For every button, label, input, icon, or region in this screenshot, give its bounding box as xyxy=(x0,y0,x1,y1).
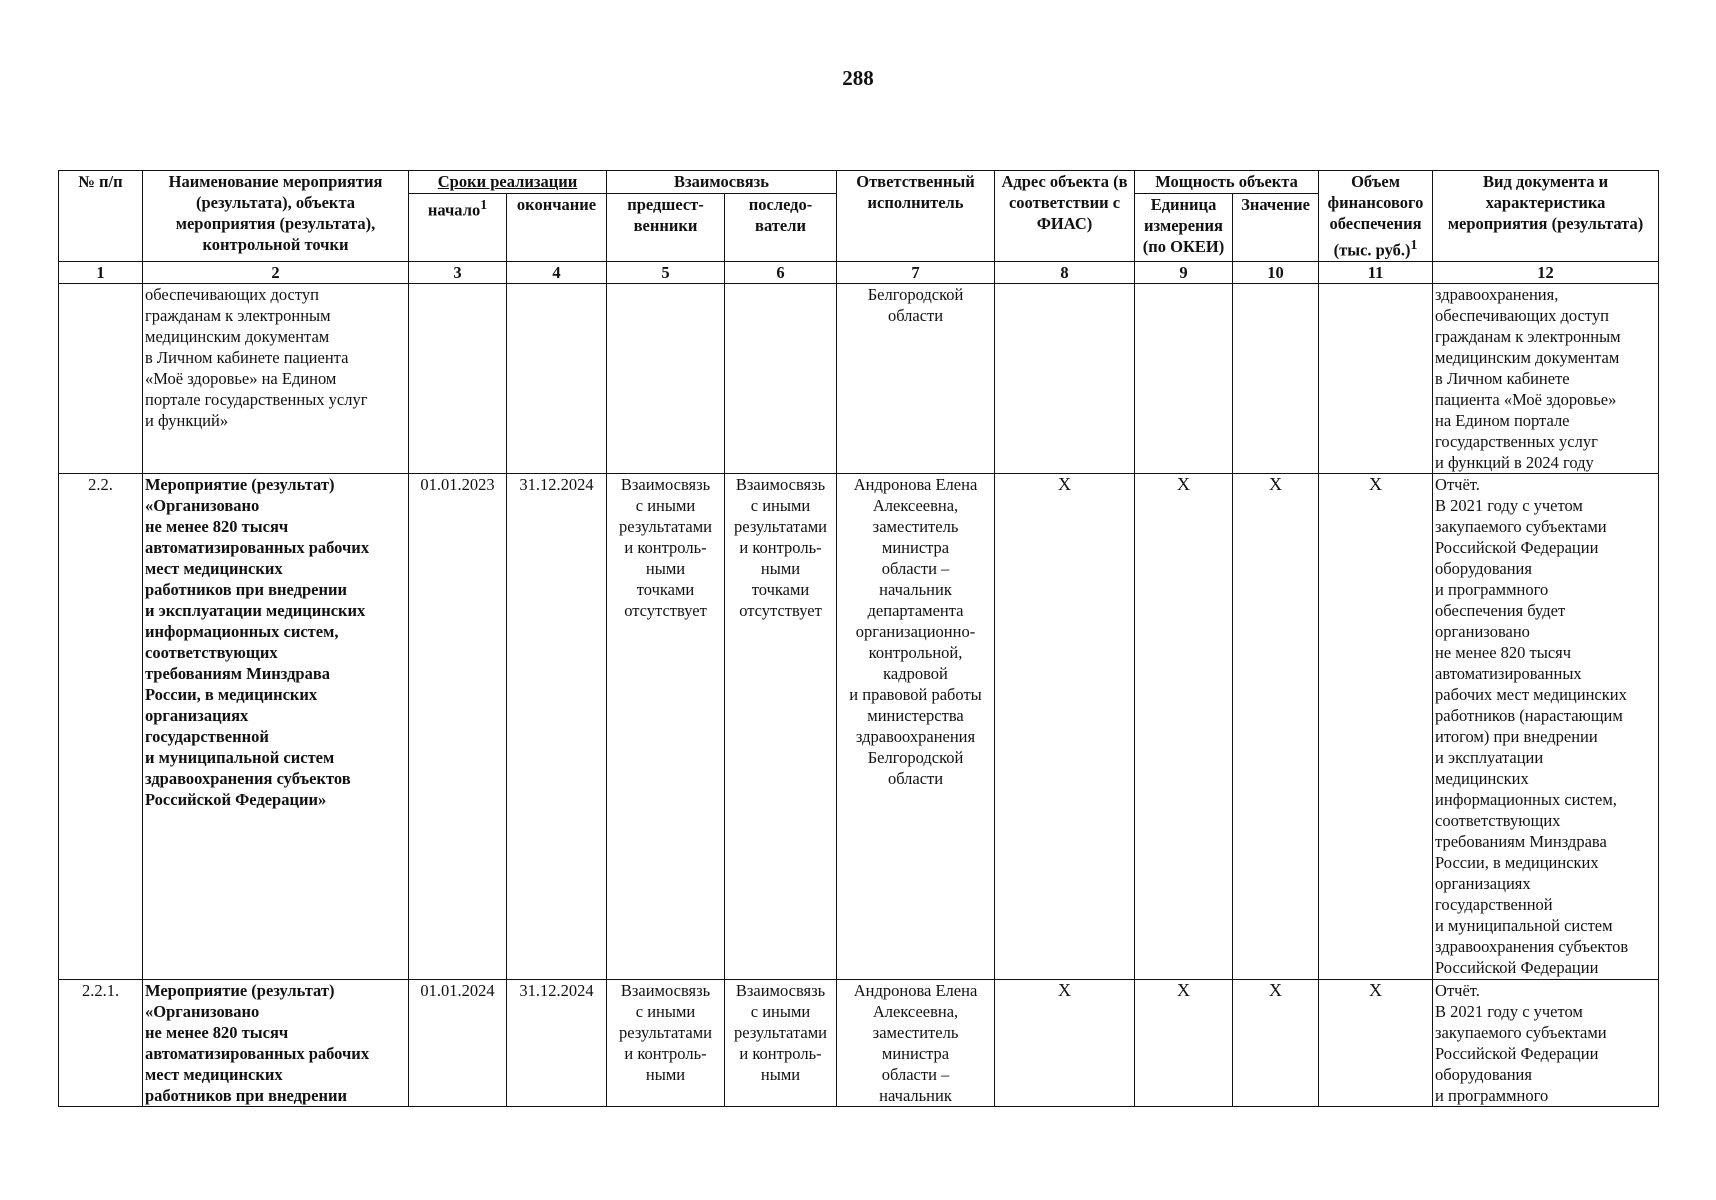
row-unit: X xyxy=(1135,979,1233,1106)
column-number: 3 xyxy=(409,261,507,283)
column-numbers-row xyxy=(59,261,1659,283)
row-end xyxy=(507,283,607,473)
row-doc: Отчёт. В 2021 году с учетом закупаемого субъектами Российской Федерации оборудования и программного xyxy=(1433,979,1659,1106)
row-value: X xyxy=(1233,979,1319,1106)
row-doc: Отчёт. В 2021 году с учетом закупаемого субъектами Российской Федерации оборудования и программного обеспечения будет организовано не менее 820 тысяч автоматизированных рабочих мест медицинских работников (нарастающим итогом) при внедрении и эксплуатации медицинских информационных систем, соответствующих требованиям Минздрава России, в медицинских организациях государственной и муниципальной систем здравоохранения субъектов Российской Федерации xyxy=(1433,473,1659,979)
header-start: начало$^1$ xyxy=(409,194,507,261)
header-end: окончание xyxy=(507,194,607,261)
table-row xyxy=(59,473,1659,979)
header-capacity: Мощность объекта xyxy=(1135,171,1319,194)
row-unit xyxy=(1135,283,1233,473)
header-value: Значение xyxy=(1233,194,1319,261)
row-name: Мероприятие (результат) «Организовано не менее 820 тысяч автоматизированных рабочих мест медицинских работников при внедрении xyxy=(143,979,409,1106)
row-doc: здравоохранения, обеспечивающих доступ гражданам к электронным медицинским документам в Личном кабинете пациента «Моё здоровье» на Едином портале государственных услуг и функций в 2024 году xyxy=(1433,283,1659,473)
column-number: 1 xyxy=(59,261,143,283)
column-number: 7 xyxy=(837,261,995,283)
row-name: обеспечивающих доступ гражданам к электронным медицинским документам в Личном кабинете пациента «Моё здоровье» на Едином портале государственных услуг и функций» xyxy=(143,283,409,473)
column-number: 12 xyxy=(1433,261,1659,283)
row-address: X xyxy=(995,979,1135,1106)
row-responsible: Андронова Елена Алексеевна, заместитель министра области – начальник департамента организационно- контрольной, кадровой и правовой работы министерства здравоохранения Белгородской области xyxy=(837,473,995,979)
header-name: Наименование мероприятия (результата), объекта мероприятия (результата), контрольной точки xyxy=(143,171,409,262)
row-responsible: Андронова Елена Алексеевна, заместитель министра области – начальник xyxy=(837,979,995,1106)
row-address xyxy=(995,283,1135,473)
row-num: 2.2. xyxy=(59,473,143,979)
table-row xyxy=(59,979,1659,1106)
header-successors: последо- ватели xyxy=(725,194,837,261)
column-number: 5 xyxy=(607,261,725,283)
header-finance: Объем финансового обеспечения (тыс. руб.)$^1$ xyxy=(1319,171,1433,262)
row-predecessors: Взаимосвязь с иными результатами и контроль- ными xyxy=(607,979,725,1106)
row-predecessors: Взаимосвязь с иными результатами и контроль- ными точками отсутствует xyxy=(607,473,725,979)
header-row-1 xyxy=(59,171,1659,194)
header-doc: Вид документа и характеристика мероприятия (результата) xyxy=(1433,171,1659,262)
row-value xyxy=(1233,283,1319,473)
column-number: 11 xyxy=(1319,261,1433,283)
row-num xyxy=(59,283,143,473)
header-num: № п/п xyxy=(59,171,143,262)
row-successors xyxy=(725,283,837,473)
table-row xyxy=(59,283,1659,473)
row-start xyxy=(409,283,507,473)
header-dates: Сроки реализации xyxy=(409,171,607,194)
column-number: 4 xyxy=(507,261,607,283)
header-unit: Единица измерения (по ОКЕИ) xyxy=(1135,194,1233,261)
header-responsible: Ответственный исполнитель xyxy=(837,171,995,262)
row-start: 01.01.2023 xyxy=(409,473,507,979)
row-end: 31.12.2024 xyxy=(507,473,607,979)
row-successors: Взаимосвязь с иными результатами и контроль- ными xyxy=(725,979,837,1106)
row-end: 31.12.2024 xyxy=(507,979,607,1106)
column-number: 2 xyxy=(143,261,409,283)
header-predecessors: предшест- венники xyxy=(607,194,725,261)
column-number: 10 xyxy=(1233,261,1319,283)
row-num: 2.2.1. xyxy=(59,979,143,1106)
row-predecessors xyxy=(607,283,725,473)
row-unit: X xyxy=(1135,473,1233,979)
row-value: X xyxy=(1233,473,1319,979)
row-address: X xyxy=(995,473,1135,979)
column-number: 9 xyxy=(1135,261,1233,283)
row-finance: X xyxy=(1319,979,1433,1106)
row-responsible: Белгородской области xyxy=(837,283,995,473)
header-relation: Взаимосвязь xyxy=(607,171,837,194)
header-address: Адрес объекта (в соответствии с ФИАС) xyxy=(995,171,1135,262)
column-number: 6 xyxy=(725,261,837,283)
row-finance xyxy=(1319,283,1433,473)
column-number: 8 xyxy=(995,261,1135,283)
plan-table xyxy=(58,170,1659,1107)
page-number: 288 xyxy=(842,66,874,90)
row-finance: X xyxy=(1319,473,1433,979)
row-start: 01.01.2024 xyxy=(409,979,507,1106)
row-successors: Взаимосвязь с иными результатами и контроль- ными точками отсутствует xyxy=(725,473,837,979)
row-name: Мероприятие (результат) «Организовано не менее 820 тысяч автоматизированных рабочих мест медицинских работников при внедрении и эксплуатации медицинских информационных систем, соответствующих требованиям Минздрава России, в медицинских организациях государственной и муниципальной систем здравоохранения субъектов Российской Федерации» xyxy=(143,473,409,979)
